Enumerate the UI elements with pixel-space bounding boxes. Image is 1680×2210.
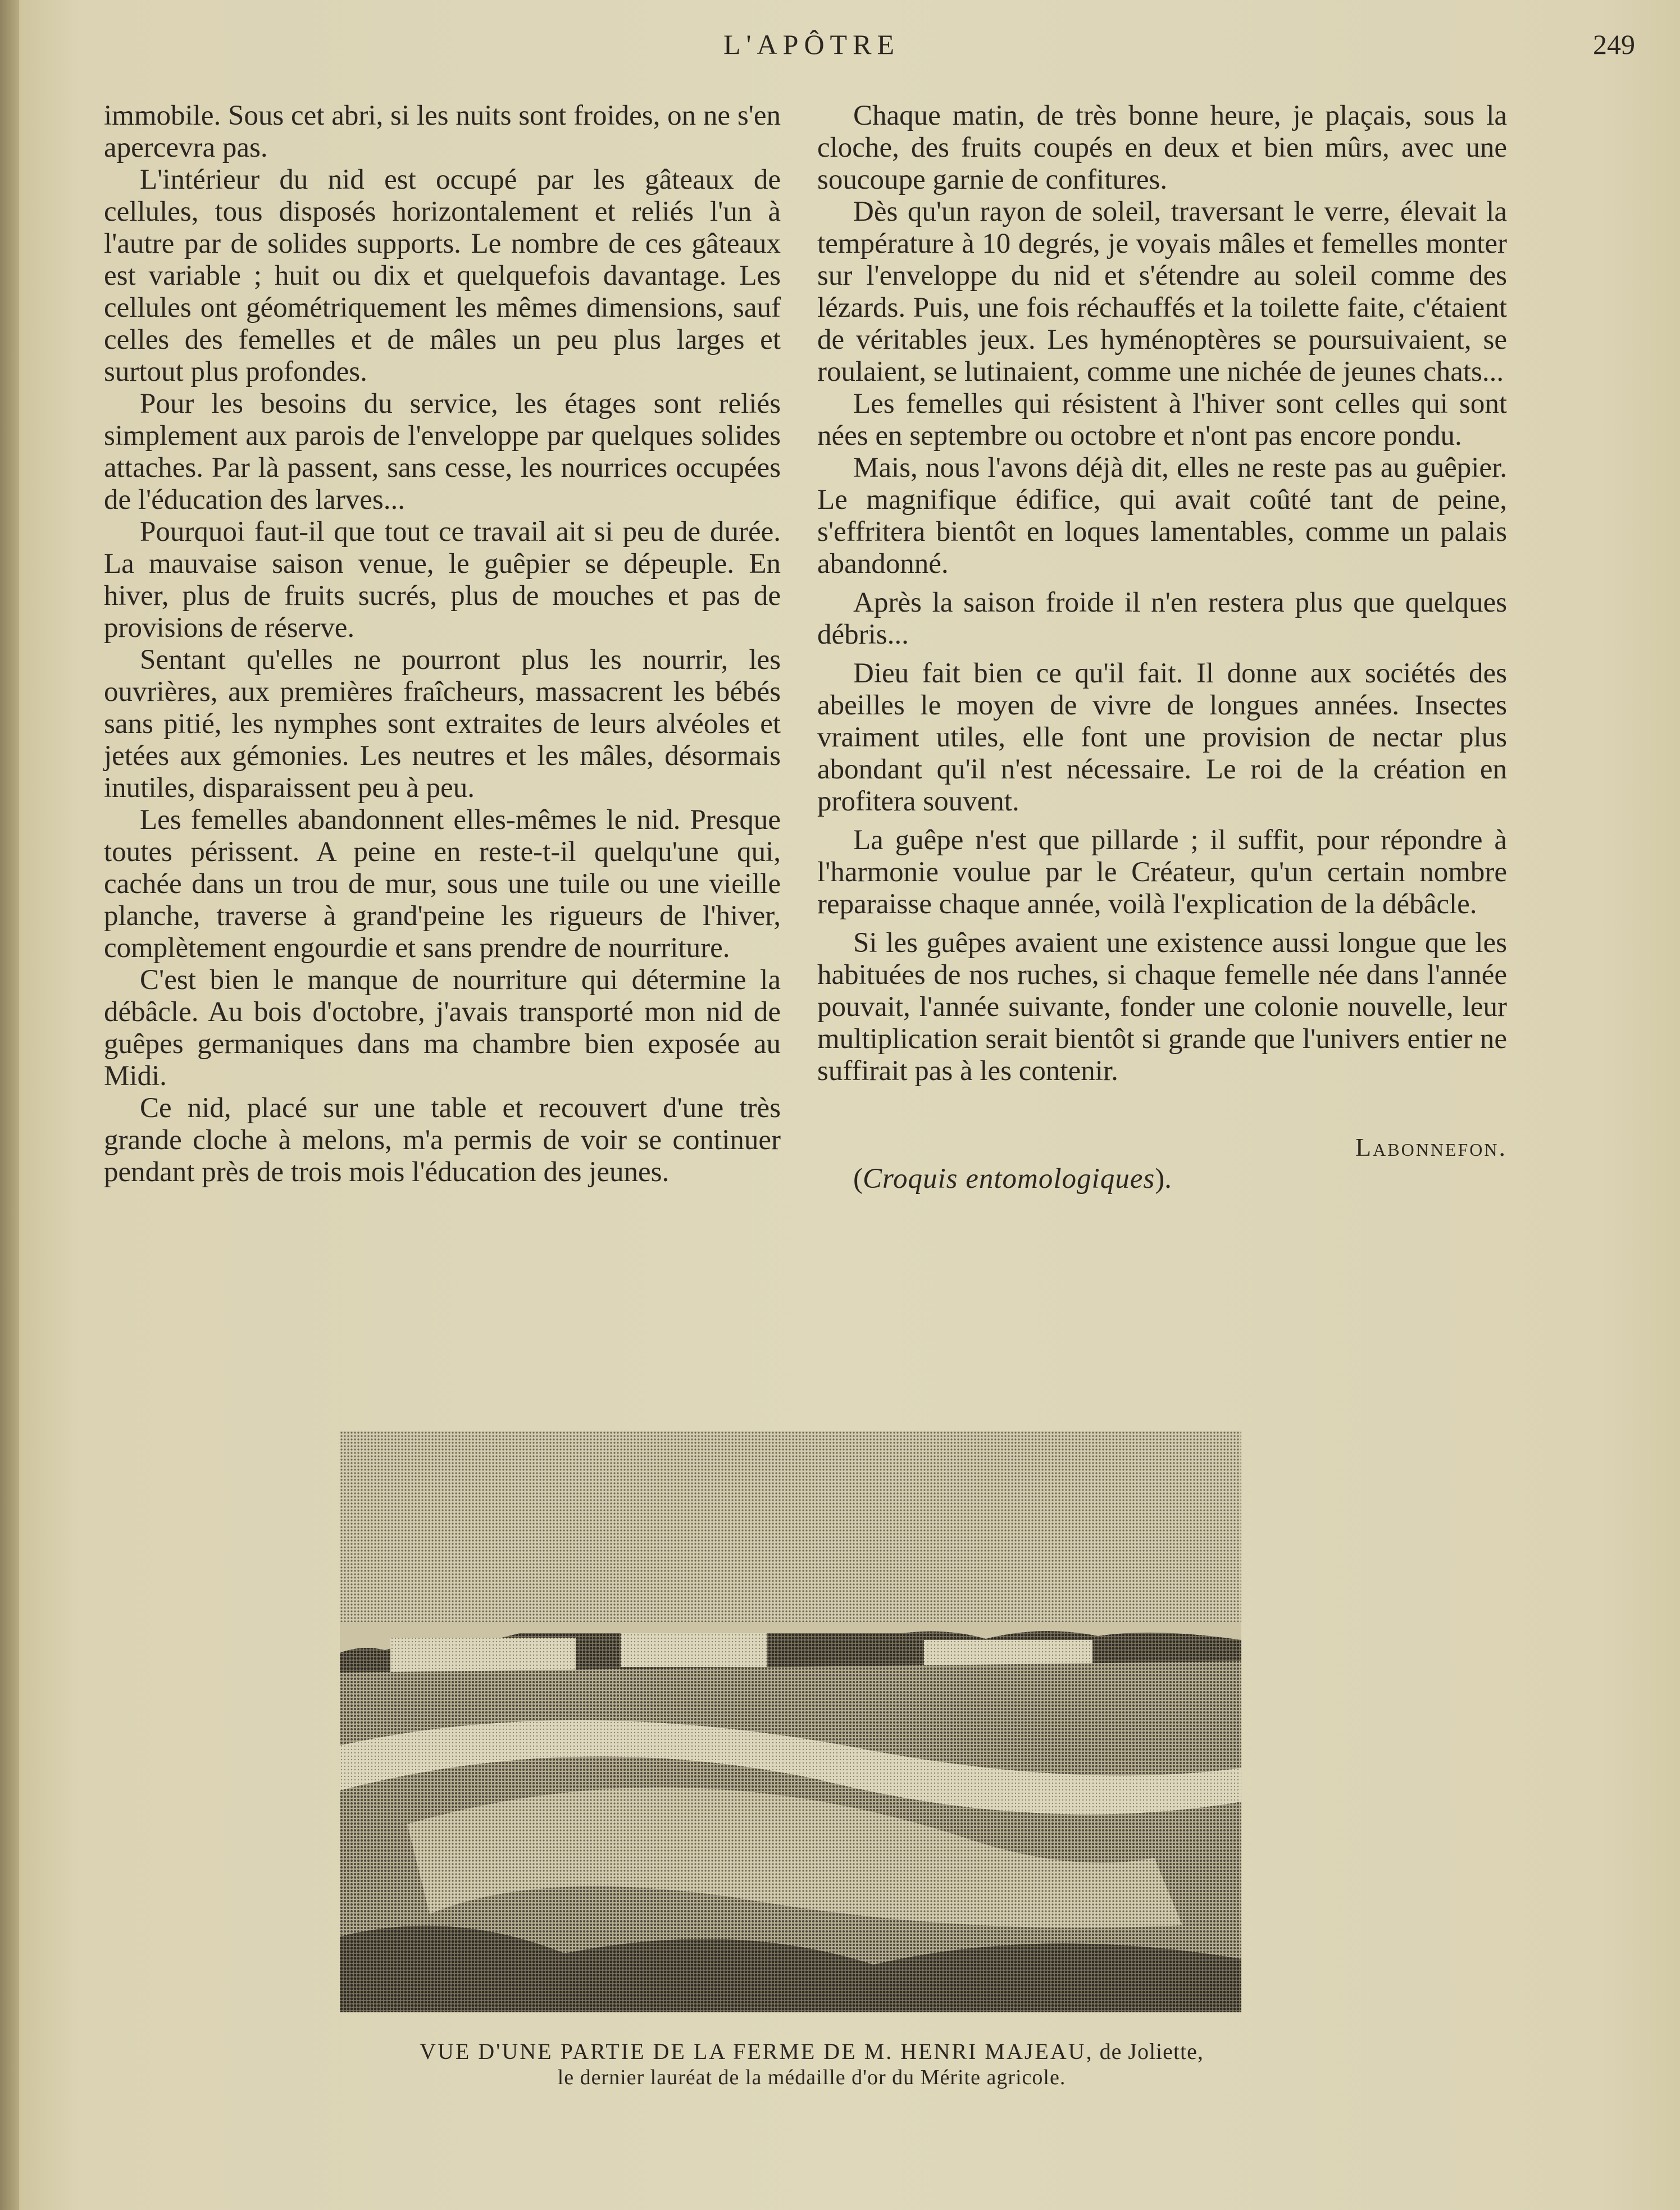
paragraph: Dès qu'un rayon de soleil, traversant le verre, élevait la température à 10 degrés, je voyais mâles et femelles monter sur l'enveloppe du nid et s'étendre au soleil comme des lézards. Puis, une fois réchauffés et la toilette faite, c'étaient de véritables jeux. Les hyménoptères se poursuivaient, se roulaient, se lutinaient, comme une nichée de jeunes chats...: [817, 196, 1507, 388]
left-column: [104, 100, 781, 1188]
book-spine-shadow: [0, 0, 19, 2210]
paragraph: C'est bien le manque de nourriture qui détermine la débâcle. Au bois d'octobre, j'avais transporté mon nid de guêpes germaniques dans ma chambre bien exposée au Midi.: [104, 964, 781, 1092]
paragraph: Les femelles qui résistent à l'hiver sont celles qui sont nées en septembre ou octobre et n'ont pas encore pondu.: [817, 388, 1507, 452]
paragraph: Ce nid, placé sur une table et recouvert d'une très grande cloche à melons, m'a permis de voir se continuer pendant près de trois mois l'éducation des jeunes.: [104, 1092, 781, 1188]
source-title: Croquis entomologiques: [862, 1163, 1155, 1195]
caption-title: VUE D'UNE PARTIE DE LA FERME DE M. HENRI MAJEAU,: [420, 2039, 1094, 2064]
caption-line-2: le dernier lauréat de la médaille d'or du Mérite agricole.: [557, 2066, 1066, 2089]
caption-location: de Joliette,: [1099, 2039, 1204, 2064]
farm-photograph: [340, 1431, 1241, 2012]
photo-caption: [0, 2039, 1623, 2090]
paragraph: La guêpe n'est que pillarde ; il suffit, pour répondre à l'harmonie voulue par le Créateur, qu'un certain nombre reparaisse chaque année, voilà l'explication de la débâcle.: [817, 824, 1507, 920]
running-title: L'APÔTRE: [723, 29, 900, 60]
paragraph: Les femelles abandonnent elles-mêmes le nid. Presque toutes périssent. A peine en reste-t-il quelqu'une qui, cachée dans un trou de mur, sous une tuile ou une vieille planche, traverse à grand'peine les rigueurs de l'hiver, complètement engourdie et sans prendre de nourriture.: [104, 804, 781, 964]
barn-left: [390, 1638, 576, 1673]
paragraph: Pourquoi faut-il que tout ce travail ait si peu de durée. La mauvaise saison venue, le guêpier se dépeuple. En hiver, plus de fruits sucrés, plus de mouches et pas de provisions de réserve.: [104, 516, 781, 644]
paragraph: Si les guêpes avaient une existence aussi longue que les habituées de nos ruches, si chaque femelle née dans l'année pouvait, l'année suivante, fonder une colonie nouvelle, leur multiplication serait bientôt si grande que l'univers entier ne suffirait pas à les contenir.: [817, 927, 1507, 1087]
caption-line-1: [0, 2039, 1623, 2065]
farm-landscape-image: [340, 1431, 1241, 2012]
paragraph: Dieu fait bien ce qu'il fait. Il donne aux sociétés des abeilles le moyen de vivre de longues années. Insectes vraiment utiles, elle font une provision de nectar plus abondant qu'il n'est nécessaire. Le roi de la création en profitera souvent.: [817, 658, 1507, 817]
sky: [340, 1431, 1241, 1622]
paragraph: immobile. Sous cet abri, si les nuits sont froides, on ne s'en apercevra pas.: [104, 100, 781, 163]
paragraph: Mais, nous l'avons déjà dit, elles ne reste pas au guêpier. Le magnifique édifice, qui avait coûté tant de peine, s'effritera bientôt en loques lamentables, comme un palais abandonné.: [817, 452, 1507, 580]
paragraph: Après la saison froide il n'en restera plus que quelques débris...: [817, 587, 1507, 650]
right-column: [817, 100, 1507, 1195]
paragraph: Chaque matin, de très bonne heure, je plaçais, sous la cloche, des fruits coupés en deux et bien mûrs, avec une soucoupe garnie de confitures.: [817, 100, 1507, 195]
paragraph: L'intérieur du nid est occupé par les gâteaux de cellules, tous disposés horizontalement et reliés l'un à l'autre par de solides supports. Le nombre de ces gâteaux est variable ; huit ou dix et quelquefois davantage. Les cellules ont géométriquement les mêmes dimensions, sauf celles des femelles et de mâles un peu plus larges et surtout plus profondes.: [104, 164, 781, 388]
paragraph: Sentant qu'elles ne pourront plus les nourrir, les ouvrières, aux premières fraîcheurs, massacrent les bébés sans pitié, les nymphes sont extraites de leurs alvéoles et jetées aux gémonies. Les neutres et les mâles, désormais inutiles, disparaissent peu à peu.: [104, 644, 781, 804]
source-citation: (Croquis entomologiques).: [853, 1163, 1172, 1195]
paragraph: Pour les besoins du service, les étages sont reliés simplement aux parois de l'enveloppe par quelques solides attaches. Par là passent, sans cesse, les nourrices occupées de l'éducation des larves...: [104, 388, 781, 516]
page-number: 249: [1593, 29, 1635, 60]
author-signature: Labonnefon.: [1355, 1133, 1507, 1161]
barn-center: [621, 1633, 767, 1667]
